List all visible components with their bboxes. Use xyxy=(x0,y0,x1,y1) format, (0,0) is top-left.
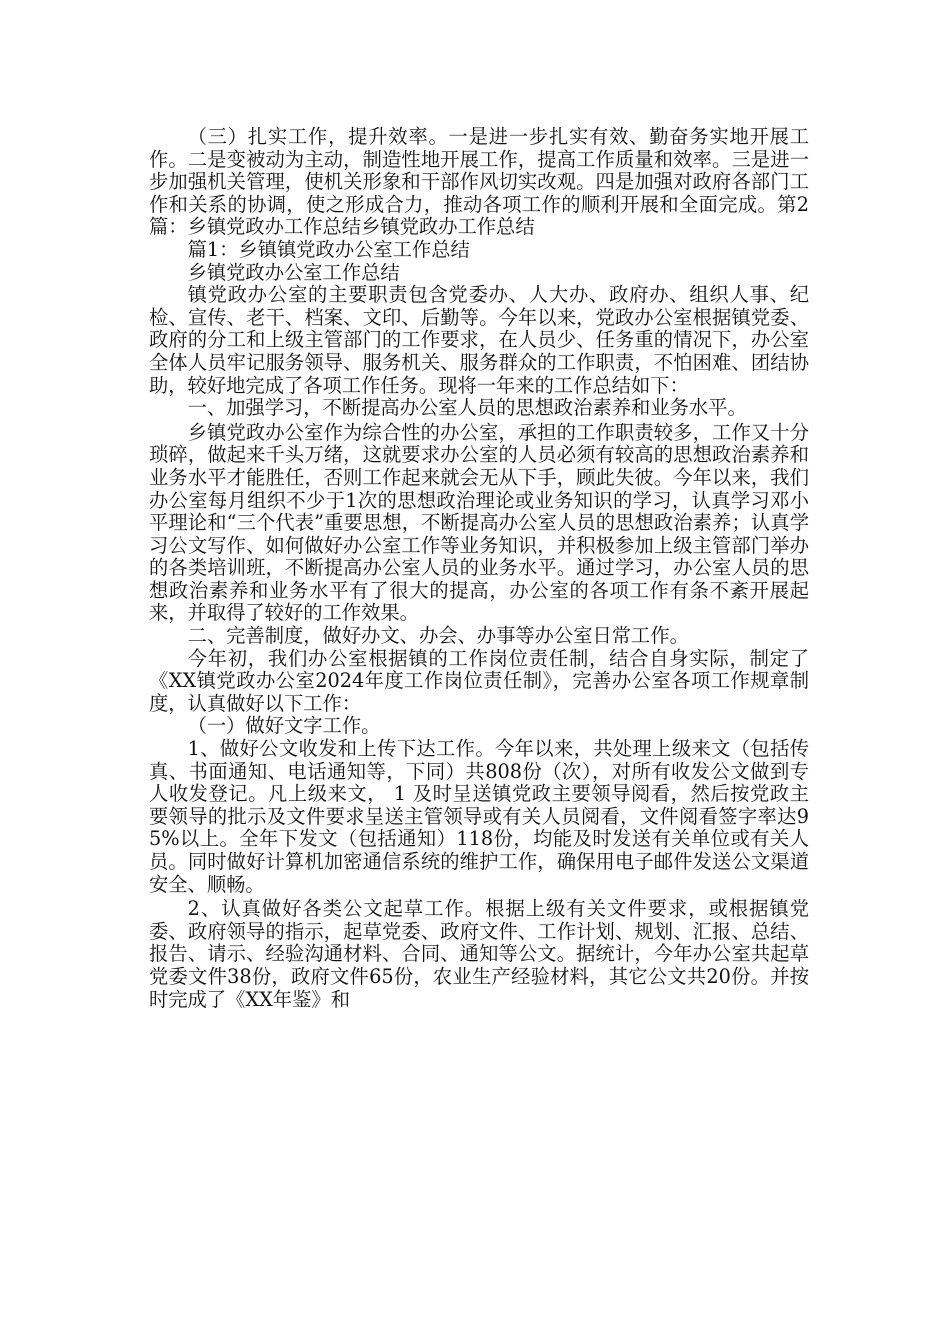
paragraph-work-efficiency: （三）扎实工作，提升效率。一是进一步扎实有效、勤奋务实地开展工作。二是变被动为主动，制造性地开展工作，提高工作质量和效率。三是进一步加强机关管理，使机关形象和干部作风切实改观。四是加强对政府各部门工作和关系的协调，使之形成合力，推动各项工作的顺利开展和全面完成。第2篇：乡镇党政办工作总结乡镇党政办工作总结 xyxy=(149,125,809,239)
paragraph-duties: 镇党政办公室的主要职责包含党委办、人大办、政府办、组织人事、纪检、宣传、老干、档案、文印、后勤等。今年以来，党政办公室根据镇党委、政府的分工和上级主管部门的工作要求，在人员少、任务重的情况下，办公室全体人员牢记服务领导、服务机关、服务群众的工作职责，不怕困难、团结协助，较好地完成了各项工作任务。现将一年来的工作总结如下： xyxy=(149,283,809,397)
paragraph-article-title: 篇1：乡镇镇党政办公室工作总结 xyxy=(187,237,470,261)
paragraph-document-drafting: 2、认真做好各类公文起草工作。根据上级有关文件要求，或根据镇党委、政府领导的指示，起草党委、政府文件、工作计划、规划、汇报、总结、报告、请示、经验沟通材料、合同、通知等公文。据统计，今年办公室共起草党委文件38份，政府文件65份，农业生产经验材料，其它公文共20份。并按时完成了《XX年鉴》和 xyxy=(149,897,809,1011)
heading-strengthen-study: 一、加强学习，不断提高办公室人员的思想政治素养和业务水平。 xyxy=(187,396,747,420)
paragraph-document-handling: 1、做好公文收发和上传下达工作。今年以来，共处理上级来文（包括传真、书面通知、电话通知等，下同）共808份（次），对所有收发公文做到专人收发登记。凡上级来文， 1 及时呈送镇党政主要领导阅看，然后按党政主要领导的批示及文件要求呈送主管领导或有关人员阅看，文件阅看签字率达95%以上。全年下发文（包括通知）118份，均能及时发送有关单位或有关人员。同时做好计算机加密通信系统的维护工作，确保用电子邮件发送公文渠道安全、顺畅。 xyxy=(149,737,809,896)
heading-improve-system: 二、完善制度，做好办文、办会、办事等办公室日常工作。 xyxy=(187,624,689,648)
paragraph-summary-title: 乡镇党政办公室工作总结 xyxy=(187,260,400,284)
paragraph-study-details: 乡镇党政办公室作为综合性的办公室，承担的工作职责较多，工作又十分琐碎，做起来千头万绪，这就要求办公室的人员必须有较高的思想政治素养和业务水平才能胜任，否则工作起来就会无从下手，顾此失彼。今年以来，我们办公室每月组织不少于1次的思想政治理论或业务知识的学习，认真学习邓小平理论和“三个代表”重要思想，不断提高办公室人员的思想政治素养；认真学习公文写作、如何做好办公室工作等业务知识，并积极参加上级主管部门举办的各类培训班，不断提高办公室人员的业务水平。通过学习，办公室人员的思想政治素养和业务水平有了很大的提高，办公室的各项工作有条不紊开展起来，并取得了较好的工作效果。 xyxy=(149,420,809,625)
heading-text-work: （一）做好文字工作。 xyxy=(187,714,381,738)
document-body xyxy=(149,126,809,1011)
paragraph-system-details: 今年初，我们办公室根据镇的工作岗位责任制，结合自身实际，制定了《XX镇党政办公室2024年度工作岗位责任制》，完善办公室各项工作规章制度，认真做好以下工作： xyxy=(149,646,809,715)
